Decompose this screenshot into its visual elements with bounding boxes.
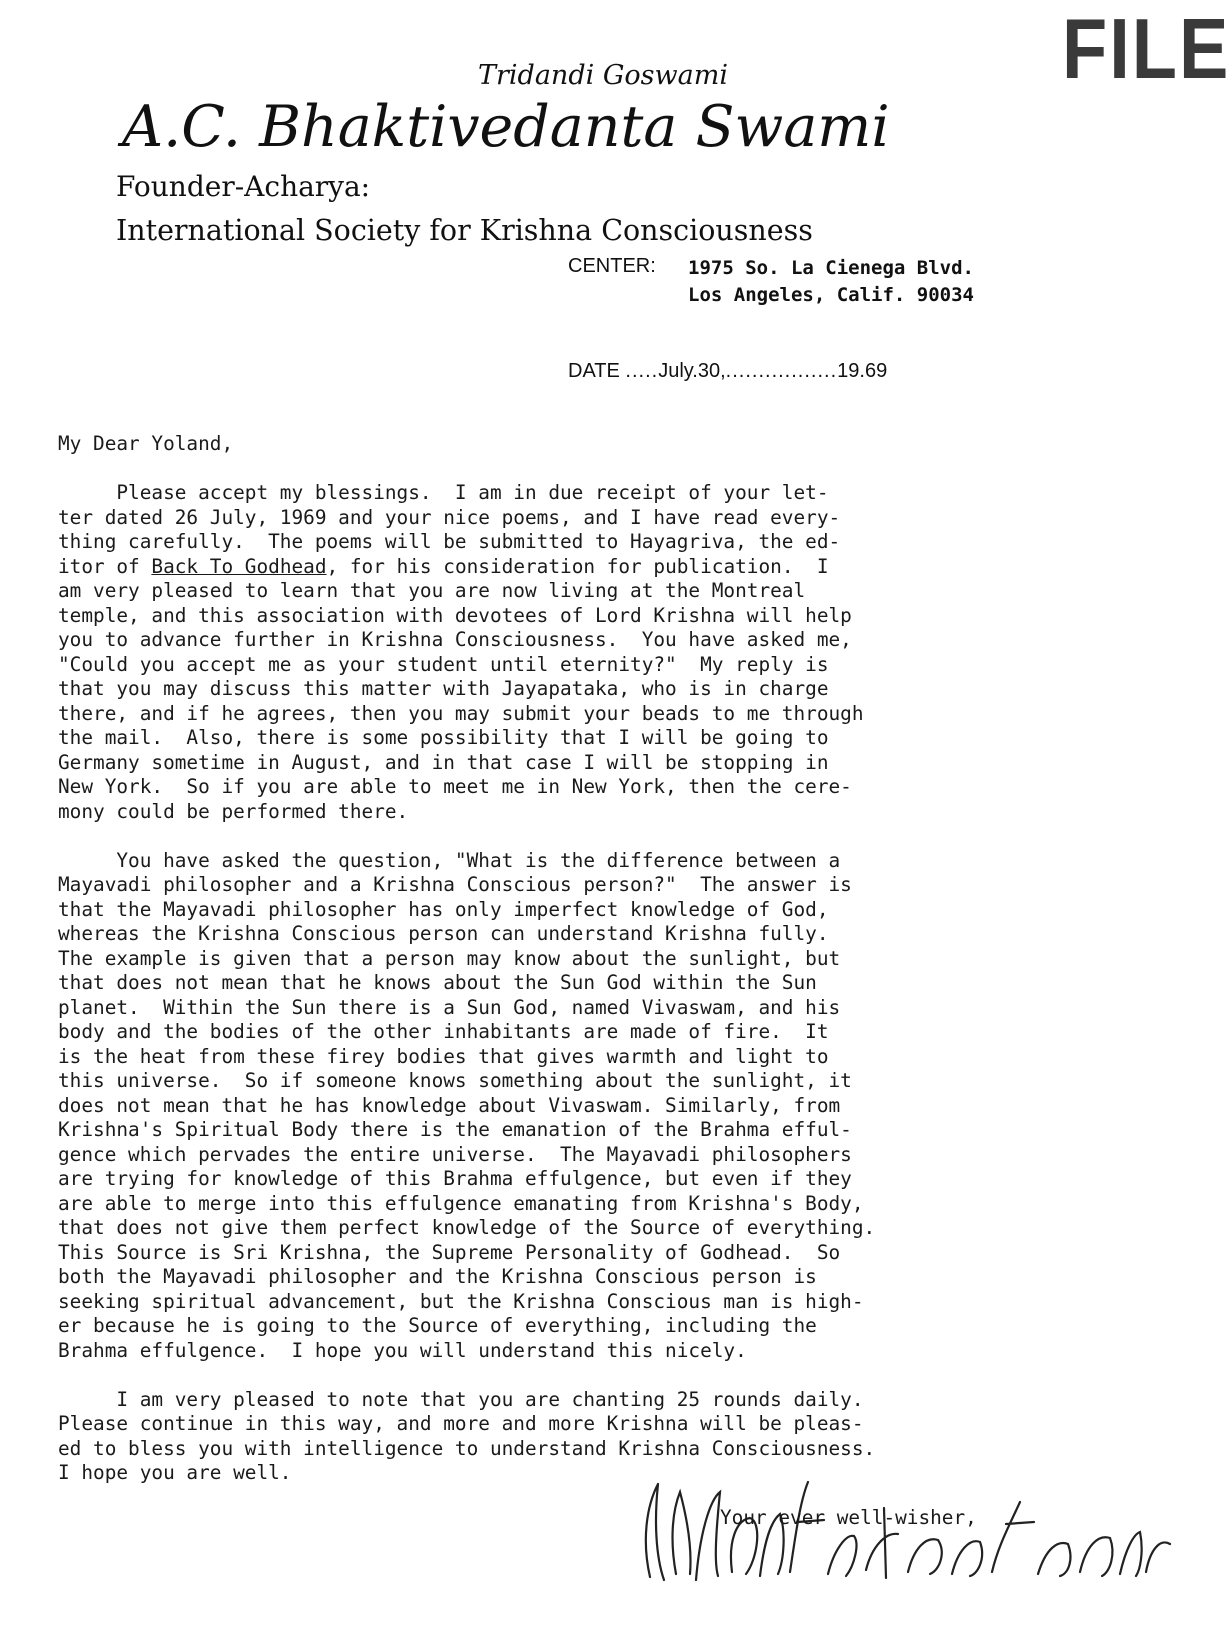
body-line: temple, and this association with devotees of Lord Krishna will help	[58, 603, 852, 627]
closing: Your ever well-wisher,	[720, 1506, 977, 1529]
salutation: My Dear Yoland,	[58, 432, 234, 455]
publication-title: Back To Godhead	[151, 554, 327, 578]
body-line: both the Mayavadi philosopher and the Krishna Conscious person is	[58, 1265, 817, 1288]
address-line-1: 1975 So. La Cienega Blvd.	[688, 257, 974, 279]
address-line-2: Los Angeles, Calif. 90034	[688, 284, 974, 306]
body-line: Please accept my blessings. I am in due receipt of your let-	[58, 481, 829, 504]
body-line: that the Mayavadi philosopher has only imperfect knowledge of God,	[58, 897, 829, 921]
body-line: er because he is going to the Source of everything, including the	[58, 1314, 817, 1337]
body-line: are trying for knowledge of this Brahma effulgence, but even if they	[58, 1167, 852, 1190]
body-line: does not mean that he has knowledge about Vivaswam. Similarly, from	[58, 1093, 841, 1117]
body-line: whereas the Krishna Conscious person can understand Krishna fully.	[58, 922, 829, 945]
date-year: 19.69	[837, 360, 888, 382]
body-line: is the heat from these firey bodies that gives warmth and light to	[58, 1044, 829, 1068]
body-line: "Could you accept me as your student until eternity?" My reply is	[58, 652, 829, 676]
date-line	[568, 360, 887, 383]
body-line: you to advance further in Krishna Consciousness. You have asked me,	[58, 628, 852, 651]
body-line: gence which pervades the entire universe. The Mayavadi philosophers	[58, 1142, 852, 1166]
body-line: Brahma effulgence. I hope you will understand this nicely.	[58, 1338, 747, 1362]
body-line: ter dated 26 July, 1969 and your nice poems, and I have read every-	[58, 505, 841, 529]
date-day: July.30,	[658, 360, 726, 382]
body-line: New York. So if you are able to meet me in New York, then the cere-	[58, 775, 852, 798]
body-line: are able to merge into this effulgence emanating from Krishna's Body,	[58, 1191, 864, 1215]
body-line: The example is given that a person may know about the sunlight, but	[58, 946, 841, 970]
center-label: CENTER:	[568, 255, 656, 277]
body-line: this universe. So if someone knows something about the sunlight, it	[58, 1069, 852, 1092]
body-line: I am very pleased to note that you are chanting 25 rounds daily.	[58, 1387, 864, 1411]
body-line: Germany sometime in August, and in that case I will be stopping in	[58, 750, 829, 774]
body-line: mony could be performed there.	[58, 799, 409, 823]
body-line: This Source is Sri Krishna, the Supreme Personality of Godhead. So	[58, 1240, 841, 1264]
body-line: I hope you are well.	[58, 1461, 292, 1484]
body-line: planet. Within the Sun there is a Sun God, named Vivaswam, and his	[58, 995, 841, 1019]
date-leader-dots: .....	[625, 360, 659, 382]
body-line: Krishna's Spiritual Body there is the emanation of the Brahma efful-	[58, 1118, 852, 1141]
paragraphs	[58, 481, 1148, 1486]
body-line: seeking spiritual advancement, but the Krishna Conscious man is high-	[58, 1289, 864, 1313]
body-line: Please continue in this way, and more and more Krishna will be pleas-	[58, 1412, 864, 1435]
body-line: ed to bless you with intelligence to understand Krishna Consciousness.	[58, 1436, 876, 1460]
body-line: am very pleased to learn that you are now living at the Montreal	[58, 579, 806, 602]
letterhead-title-line: Tridandi Goswami	[478, 60, 728, 91]
date-label: DATE	[568, 360, 620, 382]
file-stamp: FILE	[1062, 1, 1230, 97]
body-line: the mail. Also, there is some possibility that I will be going to	[58, 726, 829, 749]
body-line: that you may discuss this matter with Jayapataka, who is in charge	[58, 677, 829, 700]
body-line: Mayavadi philosopher and a Krishna Conscious person?" The answer is	[58, 873, 852, 896]
letterhead-founder: Founder-Acharya:	[116, 170, 371, 203]
letterhead-name: A.C. Bhaktivedanta Swami	[122, 94, 890, 160]
body-line: thing carefully. The poems will be submitted to Hayagriva, the ed-	[58, 530, 841, 553]
body-line: there, and if he agrees, then you may submit your beads to me through	[58, 701, 864, 725]
body-line: body and the bodies of the other inhabitants are made of fire. It	[58, 1020, 829, 1043]
date-trailing-dots: .................	[725, 360, 838, 382]
body-line: that does not give them perfect knowledge of the Source of everything.	[58, 1216, 876, 1239]
letterhead-society: International Society for Krishna Consciousness	[116, 214, 813, 247]
body-line: that does not mean that he knows about the Sun God within the Sun	[58, 971, 817, 994]
body-line: You have asked the question, "What is the difference between a	[58, 848, 841, 872]
letter-body	[58, 432, 1148, 1486]
body-line: itor of Back To Godhead, for his consideration for publication. I	[58, 554, 829, 578]
